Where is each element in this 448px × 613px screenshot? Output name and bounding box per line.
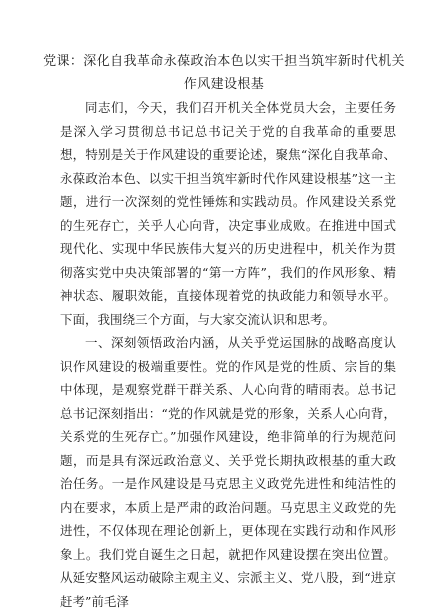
paragraph-section-one: 一、深刻领悟政治内涵，从关乎党运国脉的战略高度认识作风建设的极端重要性。党的作风是党的性质、宗旨的集中体现，是观察党群干群关系、人心向背的晴雨表。总书记总书记深刻指出：“党的作风就是党的形象，关系人心向背，关系党的生死存亡。”加强作风建设，绝非简单的行为规范问题，而是具有深远政治意义、关乎党长期执政根基的重大政治任务。一是作风建设是马克思主义政党先进性和纯洁性的内在要求，本质上是严肃的政治问题。马克思主义政党的先进性，不仅体现在理论创新上，更体现在实践行动和作风形象上。我们党自诞生之日起，就把作风建设摆在突出位置。从延安整风运动破除主观主义、宗派主义、党八股，到“进京赶考”前毛泽 — [60, 335, 396, 609]
title-line-1: 党课：深化自我革命永葆政治本色以实干担当筑牢新时代机关 — [43, 54, 405, 69]
document-body — [60, 96, 396, 613]
paragraph-intro: 同志们，今天，我们召开机关全体党员大会，主要任务是深入学习贯彻总书记总书记关于党的自我革命的重要思想，特别是关于作风建设的重要论述，聚焦“深化自我革命、永葆政治本色、以实干担当筑牢新时代作风建设根基”这一主题，进行一次深刻的党性锤炼和实践动员。作风建设关系党的生死存亡，关乎人心向背，决定事业成败。在推进中国式现代化、实现中华民族伟大复兴的历史进程中，机关作为贯彻落实党中央决策部署的“第一方阵”，我们的作风形象、精神状态、履职效能，直接体现着党的执政能力和领导水平。下面，我围绕三个方面，与大家交流认识和思考。 — [60, 100, 396, 327]
document-title — [0, 50, 448, 96]
title-line-2: 作风建设根基 — [183, 77, 265, 92]
